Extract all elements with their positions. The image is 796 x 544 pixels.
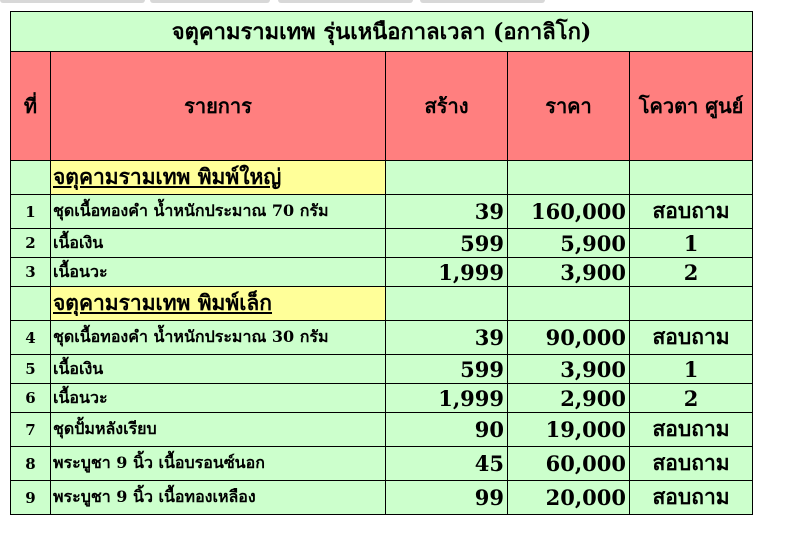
row-item: เนื้อเงิน [51, 355, 386, 384]
col-header-no: ที่ [11, 52, 51, 161]
category-blank [386, 161, 508, 195]
table-row [11, 195, 753, 229]
row-price: 19,000 [508, 413, 630, 447]
row-item: เนื้อนวะ [51, 384, 386, 413]
top-strip [0, 0, 796, 8]
row-price: 3,900 [508, 355, 630, 384]
row-quota: 1 [630, 229, 753, 258]
table-row [11, 258, 753, 287]
category-blank [630, 287, 753, 321]
row-quota: สอบถาม [630, 195, 753, 229]
row-qty: 599 [386, 355, 508, 384]
row-number: 8 [11, 447, 51, 481]
row-price: 90,000 [508, 321, 630, 355]
row-qty: 90 [386, 413, 508, 447]
category-blank [630, 161, 753, 195]
row-item: ชุดเนื้อทองคำ น้ำหนักประมาณ 30 กรัม [51, 321, 386, 355]
category-row-large [11, 161, 753, 195]
row-price: 60,000 [508, 447, 630, 481]
row-quota: สอบถาม [630, 413, 753, 447]
row-quota: สอบถาม [630, 321, 753, 355]
row-number: 5 [11, 355, 51, 384]
row-number: 6 [11, 384, 51, 413]
table-row [11, 447, 753, 481]
row-qty: 45 [386, 447, 508, 481]
row-price: 20,000 [508, 481, 630, 515]
category-blank [508, 287, 630, 321]
row-quota: 2 [630, 258, 753, 287]
category-label: จตุคามรามเทพ พิมพ์เล็ก [51, 287, 386, 321]
table-row [11, 384, 753, 413]
row-quota: 1 [630, 355, 753, 384]
title-row [11, 12, 753, 52]
row-item: เนื้อเงิน [51, 229, 386, 258]
row-item: พระบูชา 9 นิ้ว เนื้อทองเหลือง [51, 481, 386, 515]
row-item: ชุดเนื้อทองคำ น้ำหนักประมาณ 70 กรัม [51, 195, 386, 229]
table-row [11, 413, 753, 447]
row-quota: สอบถาม [630, 447, 753, 481]
row-price: 160,000 [508, 195, 630, 229]
row-price: 3,900 [508, 258, 630, 287]
category-blank [11, 287, 51, 321]
tab-stub [420, 0, 545, 3]
tab-stub [278, 0, 413, 3]
row-item: พระบูชา 9 นิ้ว เนื้อบรอนซ์นอก [51, 447, 386, 481]
row-qty: 1,999 [386, 384, 508, 413]
tab-stub [150, 0, 270, 3]
category-row-small [11, 287, 753, 321]
row-item: เนื้อนวะ [51, 258, 386, 287]
category-blank [508, 161, 630, 195]
table-row [11, 355, 753, 384]
row-qty: 39 [386, 321, 508, 355]
row-qty: 39 [386, 195, 508, 229]
row-quota: 2 [630, 384, 753, 413]
row-number: 7 [11, 413, 51, 447]
col-header-item: รายการ [51, 52, 386, 161]
row-qty: 99 [386, 481, 508, 515]
category-blank [11, 161, 51, 195]
table-row [11, 481, 753, 515]
tab-stub [0, 0, 145, 3]
row-price: 5,900 [508, 229, 630, 258]
price-table [10, 11, 753, 515]
header-row [11, 52, 753, 161]
row-number: 4 [11, 321, 51, 355]
row-number: 1 [11, 195, 51, 229]
row-item: ชุดปั้มหลังเรียบ [51, 413, 386, 447]
row-number: 2 [11, 229, 51, 258]
row-number: 9 [11, 481, 51, 515]
row-qty: 1,999 [386, 258, 508, 287]
category-blank [386, 287, 508, 321]
table-title: จตุคามรามเทพ รุ่นเหนือกาลเวลา (อกาลิโก) [11, 12, 753, 52]
row-number: 3 [11, 258, 51, 287]
row-price: 2,900 [508, 384, 630, 413]
row-qty: 599 [386, 229, 508, 258]
category-label: จตุคามรามเทพ พิมพ์ใหญ่ [51, 161, 386, 195]
col-header-quota: โควตา ศูนย์ [630, 52, 753, 161]
table-row [11, 229, 753, 258]
col-header-qty: สร้าง [386, 52, 508, 161]
row-quota: สอบถาม [630, 481, 753, 515]
col-header-price: ราคา [508, 52, 630, 161]
table-row [11, 321, 753, 355]
